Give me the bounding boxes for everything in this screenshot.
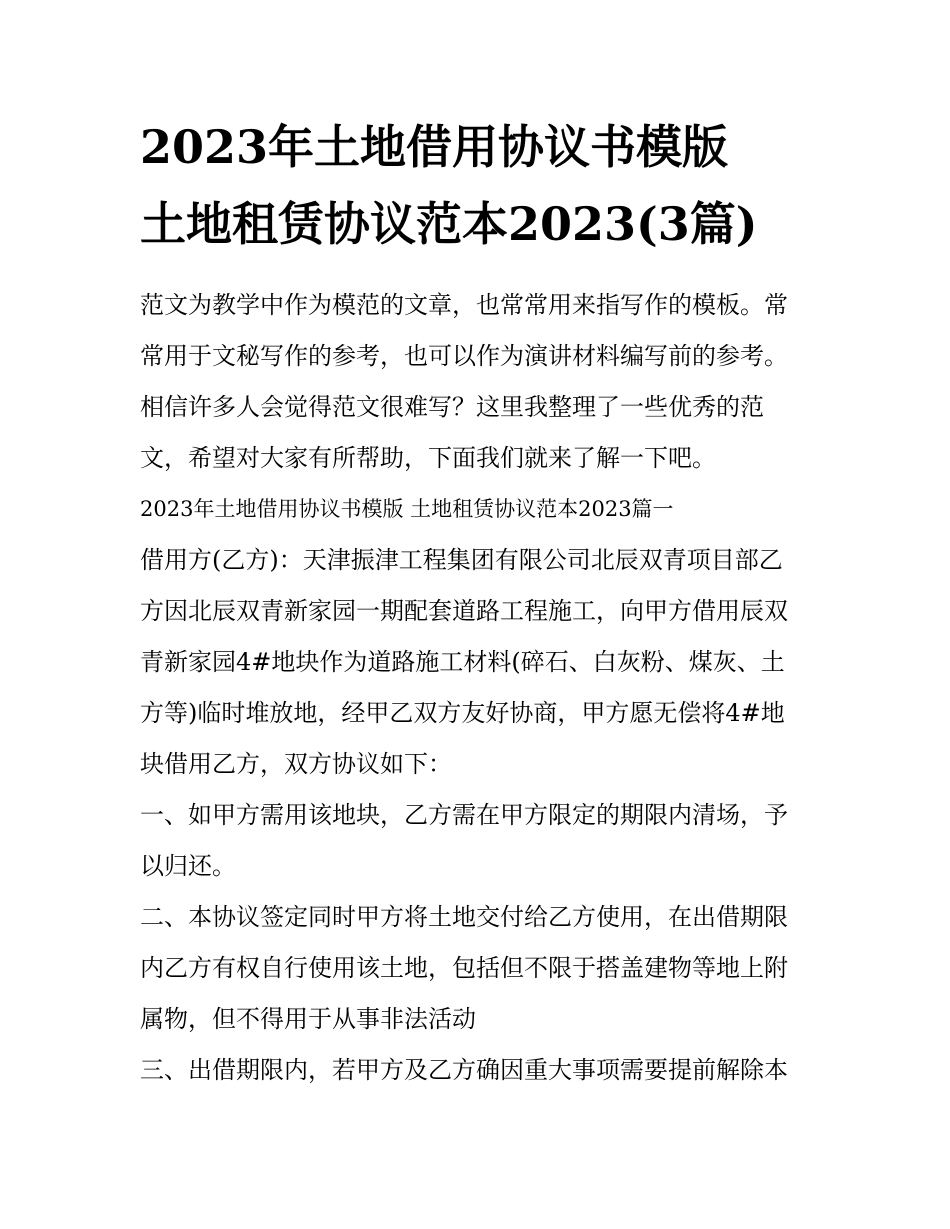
body-line: 以归还。 bbox=[140, 852, 236, 880]
body-line: 青新家园4#地块作为道路施工材料(碎石、白灰粉、煤灰、土 bbox=[140, 648, 785, 676]
body-line: 常用于文秘写作的参考，也可以作为演讲材料编写前的参考。 bbox=[140, 342, 788, 370]
body-line: 内乙方有权自行使用该土地，包括但不限于搭盖建物等地上附 bbox=[140, 954, 788, 982]
body-line: 三、出借期限内，若甲方及乙方确因重大事项需要提前解除本 bbox=[140, 1056, 788, 1084]
document-title-line-2: 土地租赁协议范本2023(3篇) bbox=[140, 197, 758, 251]
document-title-line-1: 2023年土地借用协议书模版 bbox=[140, 120, 729, 174]
body-line: 借用方(乙方)：天津振津工程集团有限公司北辰双青项目部乙 bbox=[140, 546, 783, 574]
body-line: 属物，但不得用于从事非法活动 bbox=[140, 1005, 476, 1033]
body-line: 块借用乙方，双方协议如下： bbox=[140, 750, 452, 778]
body-line: 文，希望对大家有所帮助，下面我们就来了解一下吧。 bbox=[140, 444, 716, 472]
body-line: 范文为教学中作为模范的文章，也常常用来指写作的模板。常 bbox=[140, 291, 788, 319]
document-body bbox=[140, 280, 820, 1096]
body-line: 一、如甲方需用该地块，乙方需在甲方限定的期限内清场，予 bbox=[140, 801, 788, 829]
body-line: 方因北辰双青新家园一期配套道路工程施工，向甲方借用辰双 bbox=[140, 597, 788, 625]
body-line: 二、本协议签定同时甲方将土地交付给乙方使用，在出借期限 bbox=[140, 903, 788, 931]
section-heading: 2023年土地借用协议书模版 土地租赁协议范本2023篇一 bbox=[140, 497, 674, 521]
body-line: 方等)临时堆放地，经甲乙双方友好协商，甲方愿无偿将4#地 bbox=[140, 699, 785, 727]
body-line: 相信许多人会觉得范文很难写？这里我整理了一些优秀的范 bbox=[140, 393, 764, 421]
